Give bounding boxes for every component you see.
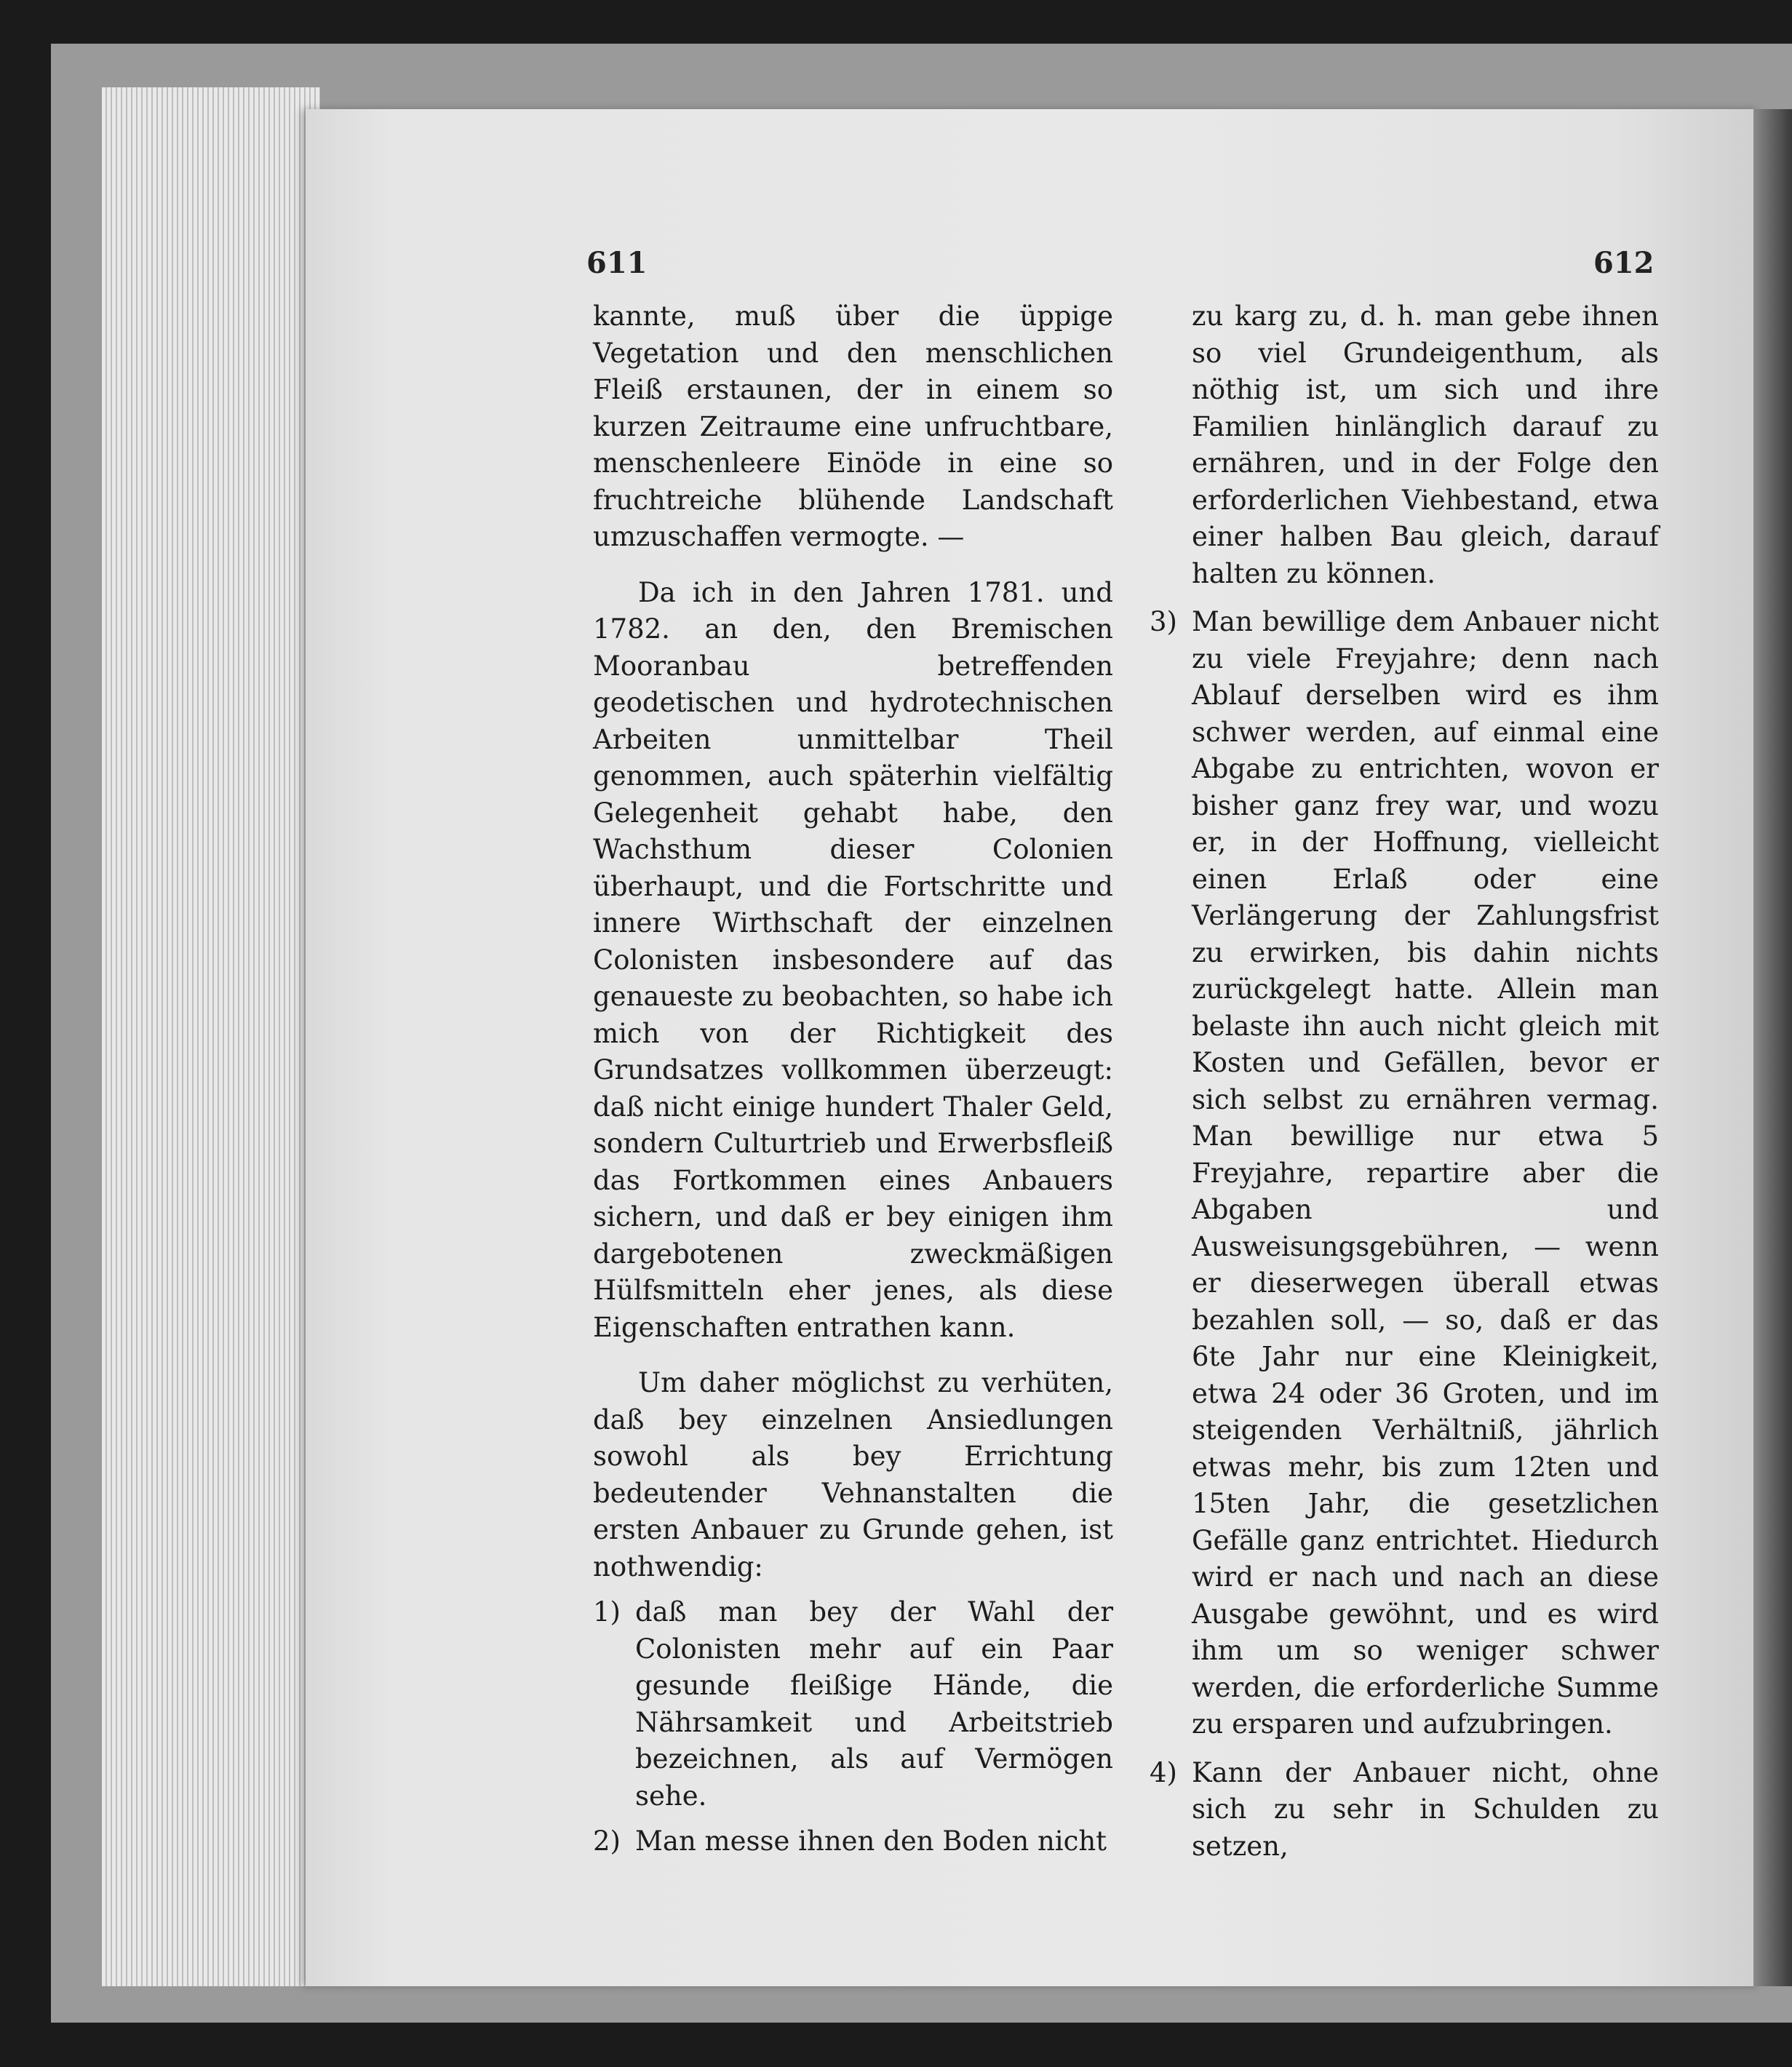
right-column: [1150, 298, 1659, 1865]
list-item-text: daß man bey der Wahl der Colonisten mehr auf ein Paar gesunde fleißige Hände, die Nährsamkeit und Arbeitstrieb bezeichnen, als auf Vermögen sehe.: [635, 1596, 1113, 1812]
paragraph: Da ich in den Jahren 1781. und 1782. an den, den Bremischen Mooranbau betreffenden geodetischen und hydrotechnischen Arbeiten unmittelbar Theil genommen, auch späterhin vielfältig Gelegenheit gehabt habe, den Wachsthum dieser Colonien überhaupt, und die Fortschritte und innere Wirthschaft der einzelnen Colonisten insbesondere auf das genaueste zu beobachten, so habe ich mich von der Richtigkeit des Grundsatzes vollkommen überzeugt: daß nicht einige hundert Thaler Geld, sondern Culturtrieb und Erwerbsfleiß das Fortkommen eines Anbauers sichern, und daß er bey einigen ihm dargebotenen zweckmäßigen Hülfsmitteln eher jenes, als diese Eigenschaften entrathen kann.: [593, 576, 1113, 1343]
list-item-number: 4): [1150, 1756, 1177, 1788]
page-edges: [102, 87, 320, 1986]
list-item-text: Kann der Anbauer nicht, ohne sich zu sehr in Schulden zu setzen,: [1192, 1756, 1659, 1862]
paragraph: kannte, muß über die üppige Vegetation und den menschlichen Fleiß erstaunen, der in einem so kurzen Zeitraume eine unfruchtbare, menschenleere Einöde in eine so fruchtreiche blühende Landschaft umzuschaffen vermogte. —: [593, 300, 1113, 552]
list-item-number: 1): [593, 1596, 621, 1628]
list-item-text: Man bewillige dem Anbauer nicht zu viele Freyjahre; denn nach Ablauf derselben wird es ihm schwer werden, auf einmal eine Abgabe zu entrichten, wovon er bisher ganz frey war, und wozu er, in der Hoffnung, vielleicht einen Erlaß oder eine Verlängerung der Zahlungsfrist zu erwirken, bis dahin nichts zurückgelegt hatte. Allein man belaste ihn auch nicht gleich mit Kosten und Gefällen, bevor er sich selbst zu ernähren vermag. Man bewillige nur etwa 5 Freyjahre, repartire aber die Abgaben und Ausweisungsgebühren, — wenn er dieserwegen überall etwas bezahlen soll, — so, daß er das 6te Jahr nur eine Kleinigkeit, etwa 24 oder 36 Groten, und im steigenden Verhältniß, jährlich etwas mehr, bis zum 12ten und 15ten Jahr, die gesetzlichen Gefälle ganz entrichtet. Hiedurch wird er nach und nach an diese Ausgabe gewöhnt, und es wird ihm um so weniger schwer werden, die erforderliche Summe zu ersparen und aufzubringen.: [1192, 606, 1659, 1740]
right-page-edge: [1753, 109, 1792, 1986]
list-item-number: 3): [1150, 606, 1177, 637]
left-column: [593, 298, 1113, 1860]
list-item: [1150, 604, 1659, 1743]
page-number-right: 612: [1593, 246, 1654, 280]
list-item: [1150, 1755, 1659, 1865]
list-item-text: Man messe ihnen den Boden nicht: [635, 1825, 1107, 1857]
paragraph: zu karg zu, d. h. man gebe ihnen so viel Grundeigenthum, als nöthig ist, um sich und ihre Familien hinlänglich darauf zu ernähren, und in der Folge den erforderlichen Viehbestand, etwa einer halben Bau gleich, darauf halten zu können.: [1192, 300, 1659, 589]
list-item-continuation: [1150, 298, 1659, 592]
page-number-left: 611: [586, 246, 648, 280]
list-item-number: 2): [593, 1825, 621, 1857]
paragraph: Um daher möglichst zu verhüten, daß bey einzelnen Ansiedlungen sowohl als bey Errichtung bedeutender Vehnanstalten die ersten Anbauer zu Grunde gehen, ist nothwendig:: [593, 1367, 1113, 1582]
list-item: [593, 1823, 1113, 1860]
list-item: [593, 1594, 1113, 1815]
